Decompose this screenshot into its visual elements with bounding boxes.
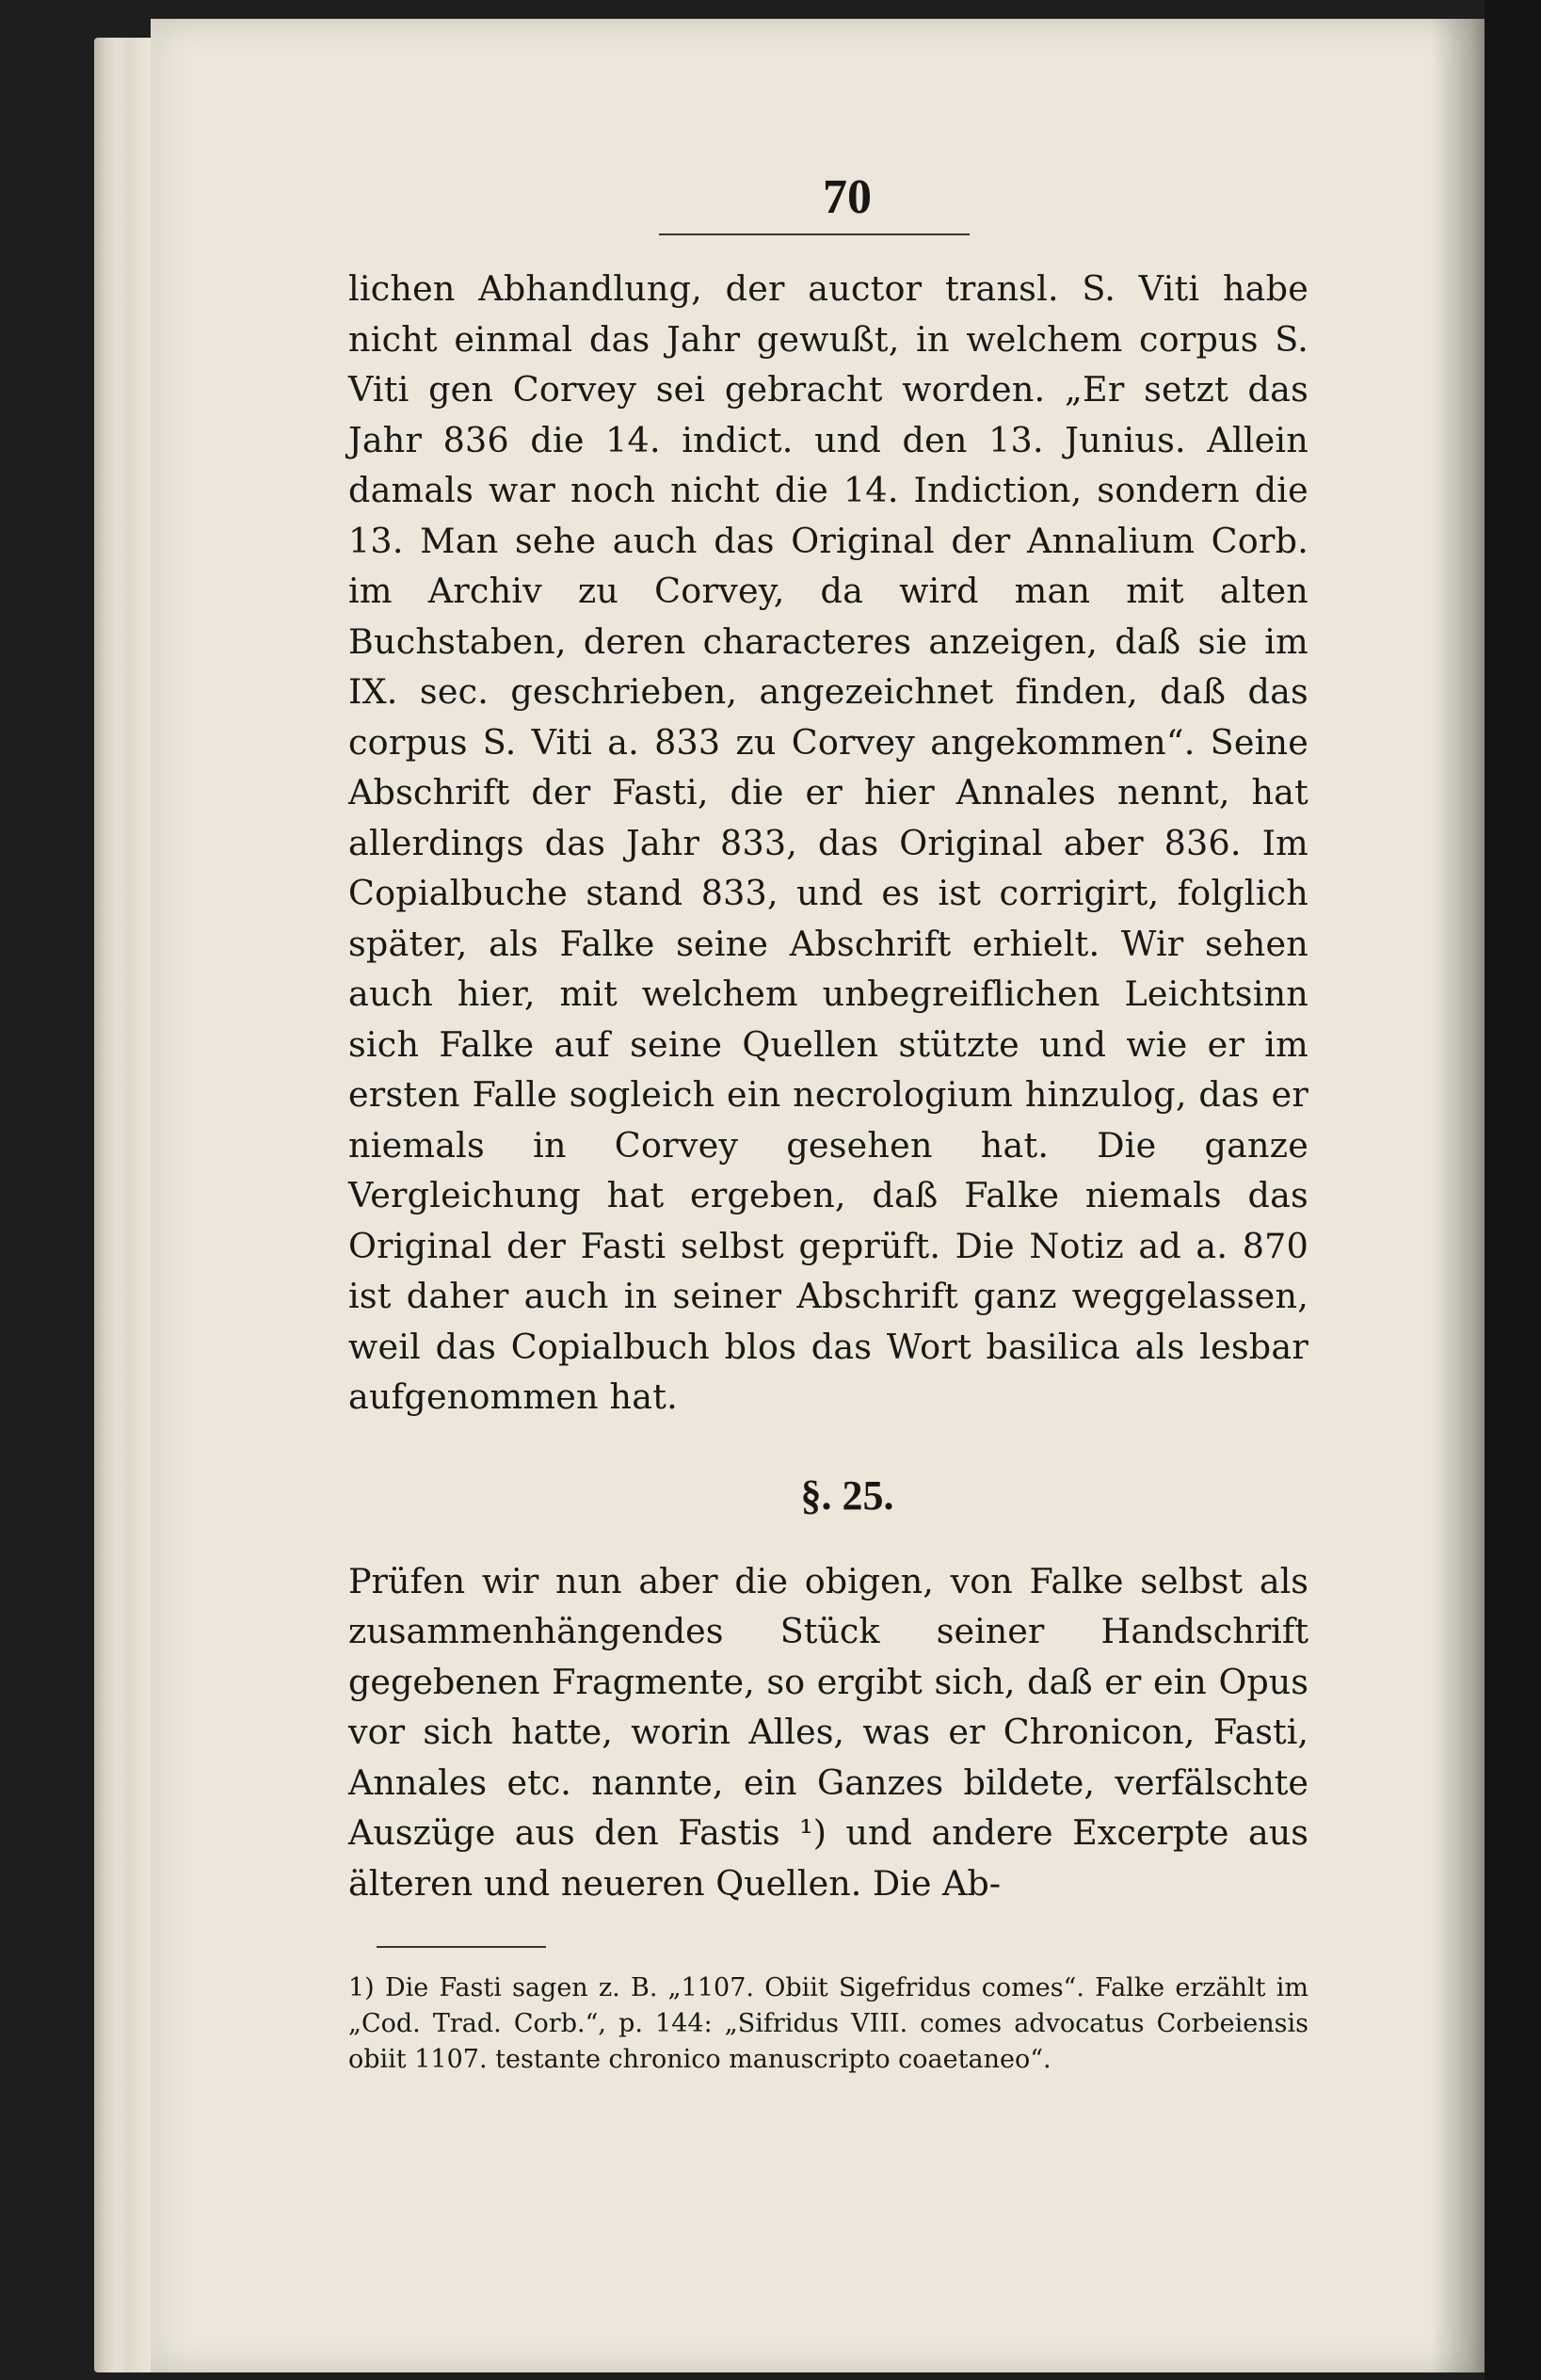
footnote-rule [377,1946,546,1948]
paragraph-1: lichen Abhandlung, der auctor transl. S. Viti habe nicht einmal das Jahr gewußt, in welchem corpus S. Viti gen Corvey sei gebracht worden. „Er setzt das Jahr 836 die 14. indict. und den 13. Junius. Allein damals war noch nicht die 14. Indiction, sondern die 13. Man sehe auch das Original der Annalium Corb. im Archiv zu Corvey, da wird man mit alten Buchstaben, deren characteres anzeigen, daß sie im IX. sec. geschrieben, angezeichnet finden, daß das corpus S. Viti a. 833 zu Corvey angekommen“. Seine Abschrift der Fasti, die er hier Annales nennt, hat allerdings das Jahr 833, das Original aber 836. Im Copialbuche stand 833, und es ist corrigirt, folglich später, als Falke seine Abschrift erhielt. Wir sehen auch hier, mit welchem unbegreiflichen Leichtsinn sich Falke auf seine Quellen stützte und wie er im ersten Falle sogleich ein necrologium hinzulog, das er niemals in Corvey gesehen hat. Die ganze Vergleichung hat ergeben, daß Falke niemals das Original der Fasti selbst geprüft. Die Notiz ad a. 870 ist daher auch in seiner Abschrift ganz weggelassen, weil das Copialbuch blos das Wort basilica als lesbar aufgenommen hat. [348,268,1308,1417]
page-content [348,169,1308,2078]
page-gutter-shadow [1431,19,1487,2372]
page-number: 70 [823,170,872,224]
scan-border [1485,0,1541,2380]
header-rule [659,233,970,235]
paragraph-2: Prüfen wir nun aber die obigen, von Falke selbst als zusammenhängendes Stück seiner Handschrift gegebenen Fragmente, so ergibt sich, daß er ein Opus vor sich hatte, worin Alles, was er Chronicon, Fasti, Annales etc. nannte, ein Ganzes bildete, verfälschte Auszüge aus den Fastis ¹) und andere Excerpte aus älteren und neueren Quellen. Die Ab- [348,1560,1308,1904]
section-heading: §. 25. [800,1471,894,1519]
footnote: 1) Die Fasti sagen z. B. „1107. Obiit Sigefridus comes“. Falke erzählt im „Cod. Trad. Corb.“, p. 144: „Sifridus VIII. comes advocatus Corbeiensis obiit 1107. testante chronico manuscripto coaetaneo“. [348,1973,1308,2074]
